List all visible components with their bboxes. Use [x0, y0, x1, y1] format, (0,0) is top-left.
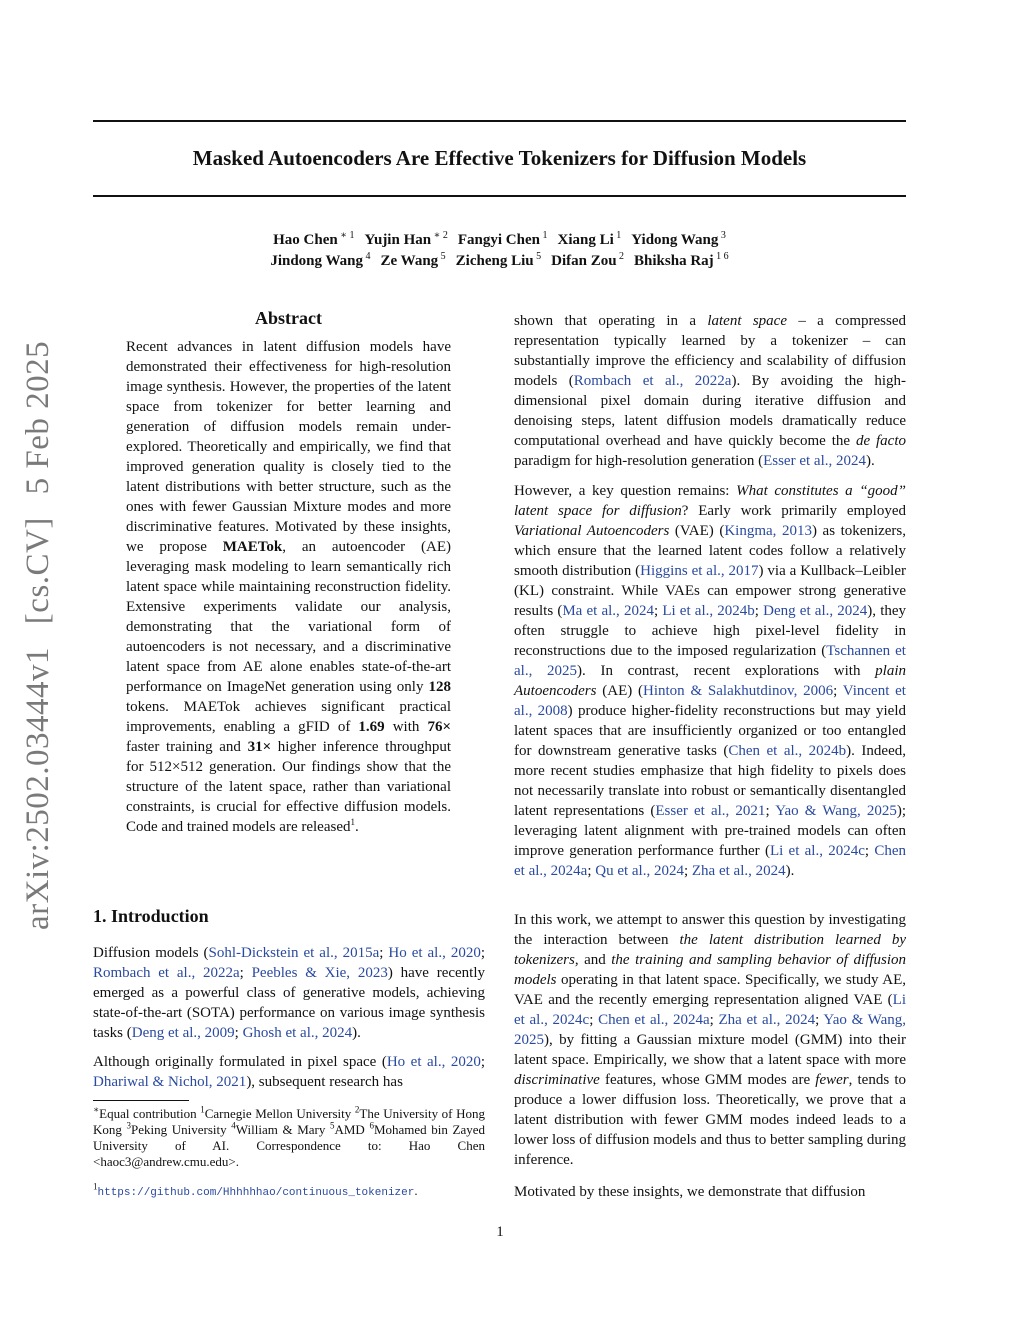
- bold-text: 128: [428, 679, 451, 695]
- citation-link[interactable]: Deng et al., 2009: [131, 1025, 235, 1041]
- abstract-heading: Abstract: [255, 308, 322, 328]
- citation-link[interactable]: Rombach et al., 2022a: [93, 965, 240, 981]
- bold-text: MAETok: [222, 539, 283, 555]
- title-rule-top: [93, 120, 906, 122]
- emphasis-text: plain Autoencoders: [514, 663, 906, 699]
- citation-link[interactable]: Li et al., 2024c: [769, 843, 865, 859]
- citation-link[interactable]: Peebles & Xie, 2023: [251, 965, 388, 981]
- emphasis-text: de facto: [855, 433, 906, 449]
- abstract-body: Recent advances in latent diffusion models have demonstrated their effectiveness for high-resolution image synthesis. However, the properties of the latent space from tokenizer for better learning and generation of diffusion models remain under-explored. Theoretically and empirically, we find that improved generation quality is closely tied to the latent distributions with better structure, such as the ones with fewer Gaussian Mixture modes and more discriminative features. Motivated by these insights, we propose MAETok, an autoencoder (AE) leveraging mask modeling to learn semantically rich latent space while maintaining reconstruction fidelity. Extensive experiments validate our analysis, demonstrating that the variational form of autoencoders is not necessary, and a discriminative latent space from AE alone enables state-of-the-art performance on ImageNet generation using only 128 tokens. MAETok achieves significant practical improvements, enabling a gFID of 1.69 with 76× faster training and 31× higher inference throughput for 512×512 generation. Our findings show that the structure of the latent space, rather than variational constraints, is crucial for effective diffusion models. Code and trained models are released$^1$.: [126, 339, 452, 835]
- bold-text: 31×: [247, 739, 272, 755]
- intro-paragraph-2: Although originally formulated in pixel space (Ho et al., 2020; Dhariwal & Nichol, 2021), subsequent research has: [93, 1054, 486, 1090]
- author-name: Difan Zou $^2$: [551, 251, 625, 269]
- intro-paragraph-4: However, a key question remains: What constitutes a “good” latent space for diffusion? Early work primarily employed Variational Autoencoders (VAE) (Kingma, 2013) as tokenizers, which ensure that the learned latent codes follow a relatively smooth distribution (Higgins et al., 2017) via a Kullback–Leibler (KL) constraint. While VAEs can empower strong generative results (Ma et al., 2024; Li et al., 2024b; Deng et al., 2024), they often struggle to achieve high pixel-level fidelity in reconstructions due to the imposed regularization (Tschannen et al., 2025). In contrast, recent explorations with plain Autoencoders (AE) (Hinton & Salakhutdinov, 2006; Vincent et al., 2008) produce higher-fidelity reconstructions but may yield latent spaces that are insufficiently organized or too entangled for downstream generative tasks (Chen et al., 2024b). Indeed, more recent studies emphasize that high fidelity to pixels does not necessarily translate into robust or semantically disentangled latent representations (Esser et al., 2021; Yao & Wang, 2025); leveraging latent alignment with pre-trained models can often improve generation performance further (Li et al., 2024c; Chen et al., 2024a; Qu et al., 2024; Zha et al., 2024).: [514, 483, 907, 879]
- author-name: Yujin Han $^{∗ 2}$: [364, 230, 448, 248]
- citation-link[interactable]: Dhariwal & Nichol, 2021: [93, 1074, 247, 1090]
- citation-link[interactable]: Sohl-Dickstein et al., 2015a: [208, 945, 380, 961]
- author-name: Ze Wang $^5$: [380, 251, 446, 269]
- intro-paragraph-6: Motivated by these insights, we demonstrate that diffusion: [514, 1184, 866, 1200]
- citation-link[interactable]: Chen et al., 2024a: [598, 1012, 710, 1028]
- emphasis-text: What constitutes a “good” latent space for diffusion: [514, 483, 906, 519]
- title-rule-bottom: [93, 195, 906, 197]
- author-name: Xiang Li $^1$: [557, 230, 622, 248]
- footnote-marker: 1: [200, 1104, 205, 1115]
- citation-link[interactable]: Yao & Wang, 2025: [775, 803, 897, 819]
- citation-link[interactable]: Ho et al., 2020: [386, 1054, 481, 1070]
- bold-text: 76×: [427, 719, 452, 735]
- citation-link[interactable]: Zha et al., 2024: [691, 863, 786, 879]
- footnote-marker: ∗: [93, 1104, 100, 1115]
- author-line-1: [93, 232, 906, 249]
- emphasis-text: the latent distribution learned by tokenizers: [514, 932, 907, 968]
- citation-link[interactable]: Chen et al., 2024a: [514, 843, 906, 879]
- code-link[interactable]: https://github.com/Hhhhhhao/continuous_tokenizer: [97, 1187, 415, 1199]
- author-name: Yidong Wang $^3$: [631, 230, 726, 248]
- citation-link[interactable]: Tschannen et al., 2025: [514, 643, 906, 679]
- arxiv-id: arXiv:2502.03444v1: [20, 646, 56, 930]
- author-affiliation-mark: 2: [616, 251, 625, 262]
- bold-text: 1.69: [358, 719, 385, 735]
- citation-link[interactable]: Higgins et al., 2017: [640, 563, 759, 579]
- footnote-marker: 3: [126, 1120, 132, 1131]
- affiliation-footnote: ∗Equal contribution $^1$Carnegie Mellon University $^2$The University of Hong Kong $^3$Peking University $^4$William & Mary $^5$AMD $^6$Mohamed bin Zayed University of AI. Correspondence to: Hao Chen <haoc3@andrew.cmu.edu>.: [93, 1104, 485, 1169]
- author-name: Fangyi Chen $^1$: [457, 230, 548, 248]
- author-name: Bhiksha Raj $^{1 6}$: [634, 251, 729, 269]
- arxiv-date: 5 Feb 2025: [20, 340, 56, 495]
- citation-link[interactable]: Deng et al., 2024: [763, 603, 868, 619]
- author-affiliation-mark: 1: [539, 230, 548, 241]
- author-affiliation-mark: ∗ 1: [337, 230, 355, 241]
- footnote-marker: 1: [93, 1181, 98, 1192]
- page-number: 1: [496, 1224, 504, 1240]
- footnote-rule: [93, 1100, 189, 1101]
- citation-link[interactable]: Hinton & Salakhutdinov, 2006: [643, 683, 834, 699]
- author-affiliation-mark: 1: [613, 230, 622, 241]
- author-name: Jindong Wang $^4$: [270, 251, 371, 269]
- citation-link[interactable]: Ghosh et al., 2024: [242, 1025, 353, 1041]
- citation-link[interactable]: Chen et al., 2024b: [728, 743, 847, 759]
- emphasis-text: discriminative: [514, 1072, 600, 1088]
- citation-link[interactable]: Ho et al., 2020: [388, 945, 481, 961]
- citation-link[interactable]: Esser et al., 2024: [763, 453, 866, 469]
- author-affiliation-mark: 1 6: [713, 251, 729, 262]
- citation-link[interactable]: Zha et al., 2024: [718, 1012, 816, 1028]
- emphasis-text: the training and sampling behavior of diffusion models: [514, 952, 906, 988]
- citation-link[interactable]: Esser et al., 2021: [655, 803, 766, 819]
- citation-link[interactable]: Yao & Wang, 2025: [514, 1012, 907, 1048]
- footnote-marker: 5: [329, 1120, 335, 1131]
- arxiv-side-stamp: [20, 327, 57, 930]
- arxiv-category: [cs.CV]: [20, 517, 56, 625]
- citation-link[interactable]: Li et al., 2024c: [514, 992, 906, 1028]
- citation-link[interactable]: Vincent et al., 2008: [514, 683, 906, 719]
- emphasis-text: Variational Autoencoders: [514, 523, 670, 539]
- author-affiliation-mark: ∗ 2: [431, 230, 448, 241]
- author-name: Hao Chen $^{∗ 1}$: [273, 230, 355, 248]
- author-line-2: [93, 253, 906, 270]
- citation-link[interactable]: Qu et al., 2024: [595, 863, 684, 879]
- introduction-heading: 1. Introduction: [93, 906, 209, 926]
- paper-title: Masked Autoencoders Are Effective Tokenizers for Diffusion Models: [192, 146, 807, 170]
- citation-link[interactable]: Kingma, 2013: [724, 523, 812, 539]
- emphasis-text: fewer: [815, 1072, 849, 1088]
- citation-link[interactable]: Li et al., 2024b: [662, 603, 755, 619]
- emphasis-text: latent space: [707, 313, 787, 329]
- citation-link[interactable]: Ma et al., 2024: [562, 603, 654, 619]
- code-footnote: $^1$https://github.com/Hhhhhhao/continuous_tokenizer.: [93, 1181, 418, 1199]
- author-name: Zicheng Liu $^5$: [455, 251, 542, 269]
- footnote-marker: 2: [354, 1104, 360, 1115]
- author-affiliation-mark: 3: [718, 230, 726, 241]
- author-affiliation-mark: 4: [363, 251, 371, 262]
- intro-paragraph-1: Diffusion models (Sohl-Dickstein et al., 2015a; Ho et al., 2020; Rombach et al., 2022a; Peebles & Xie, 2023) have recently emerged as a powerful class of generative models, achieving state-of-the-art (SOTA) performance on various image synthesis tasks (Deng et al., 2009; Ghosh et al., 2024).: [93, 945, 485, 1041]
- intro-paragraph-5: In this work, we attempt to answer this question by investigating the interaction between the latent distribution learned by tokenizers, and the training and sampling behavior of diffusion models operating in that latent space. Specifically, we study AE, VAE and the recently emerging representation aligned VAE (Li et al., 2024c; Chen et al., 2024a; Zha et al., 2024; Yao & Wang, 2025), by fitting a Gaussian mixture model (GMM) into their latent space. Empirically, we show that a latent space with more discriminative features, whose GMM modes are fewer, tends to produce a lower diffusion loss. Theoretically, we prove that a latent distribution with fewer GMM modes indeed leads to a lower loss of diffusion models and thus to better sampling during inference.: [514, 912, 907, 1168]
- citation-link[interactable]: Rombach et al., 2022a: [573, 373, 732, 389]
- footnote-marker: 1: [350, 817, 355, 827]
- author-affiliation-mark: 5: [438, 251, 446, 262]
- intro-paragraph-3: shown that operating in a latent space – a compressed representation typically learned by a tokenizer – can substantially improve the efficiency and scalability of diffusion models (Rombach et al., 2022a). By avoiding the high-dimensional pixel domain during iterative diffusion and denoising steps, latent diffusion models dramatically reduce computational overhead and have quickly become the de facto paradigm for high-resolution generation (Esser et al., 2024).: [514, 313, 907, 469]
- author-affiliation-mark: 5: [533, 251, 542, 262]
- footnote-marker: 4: [231, 1120, 236, 1131]
- footnote-marker: 6: [369, 1120, 374, 1131]
